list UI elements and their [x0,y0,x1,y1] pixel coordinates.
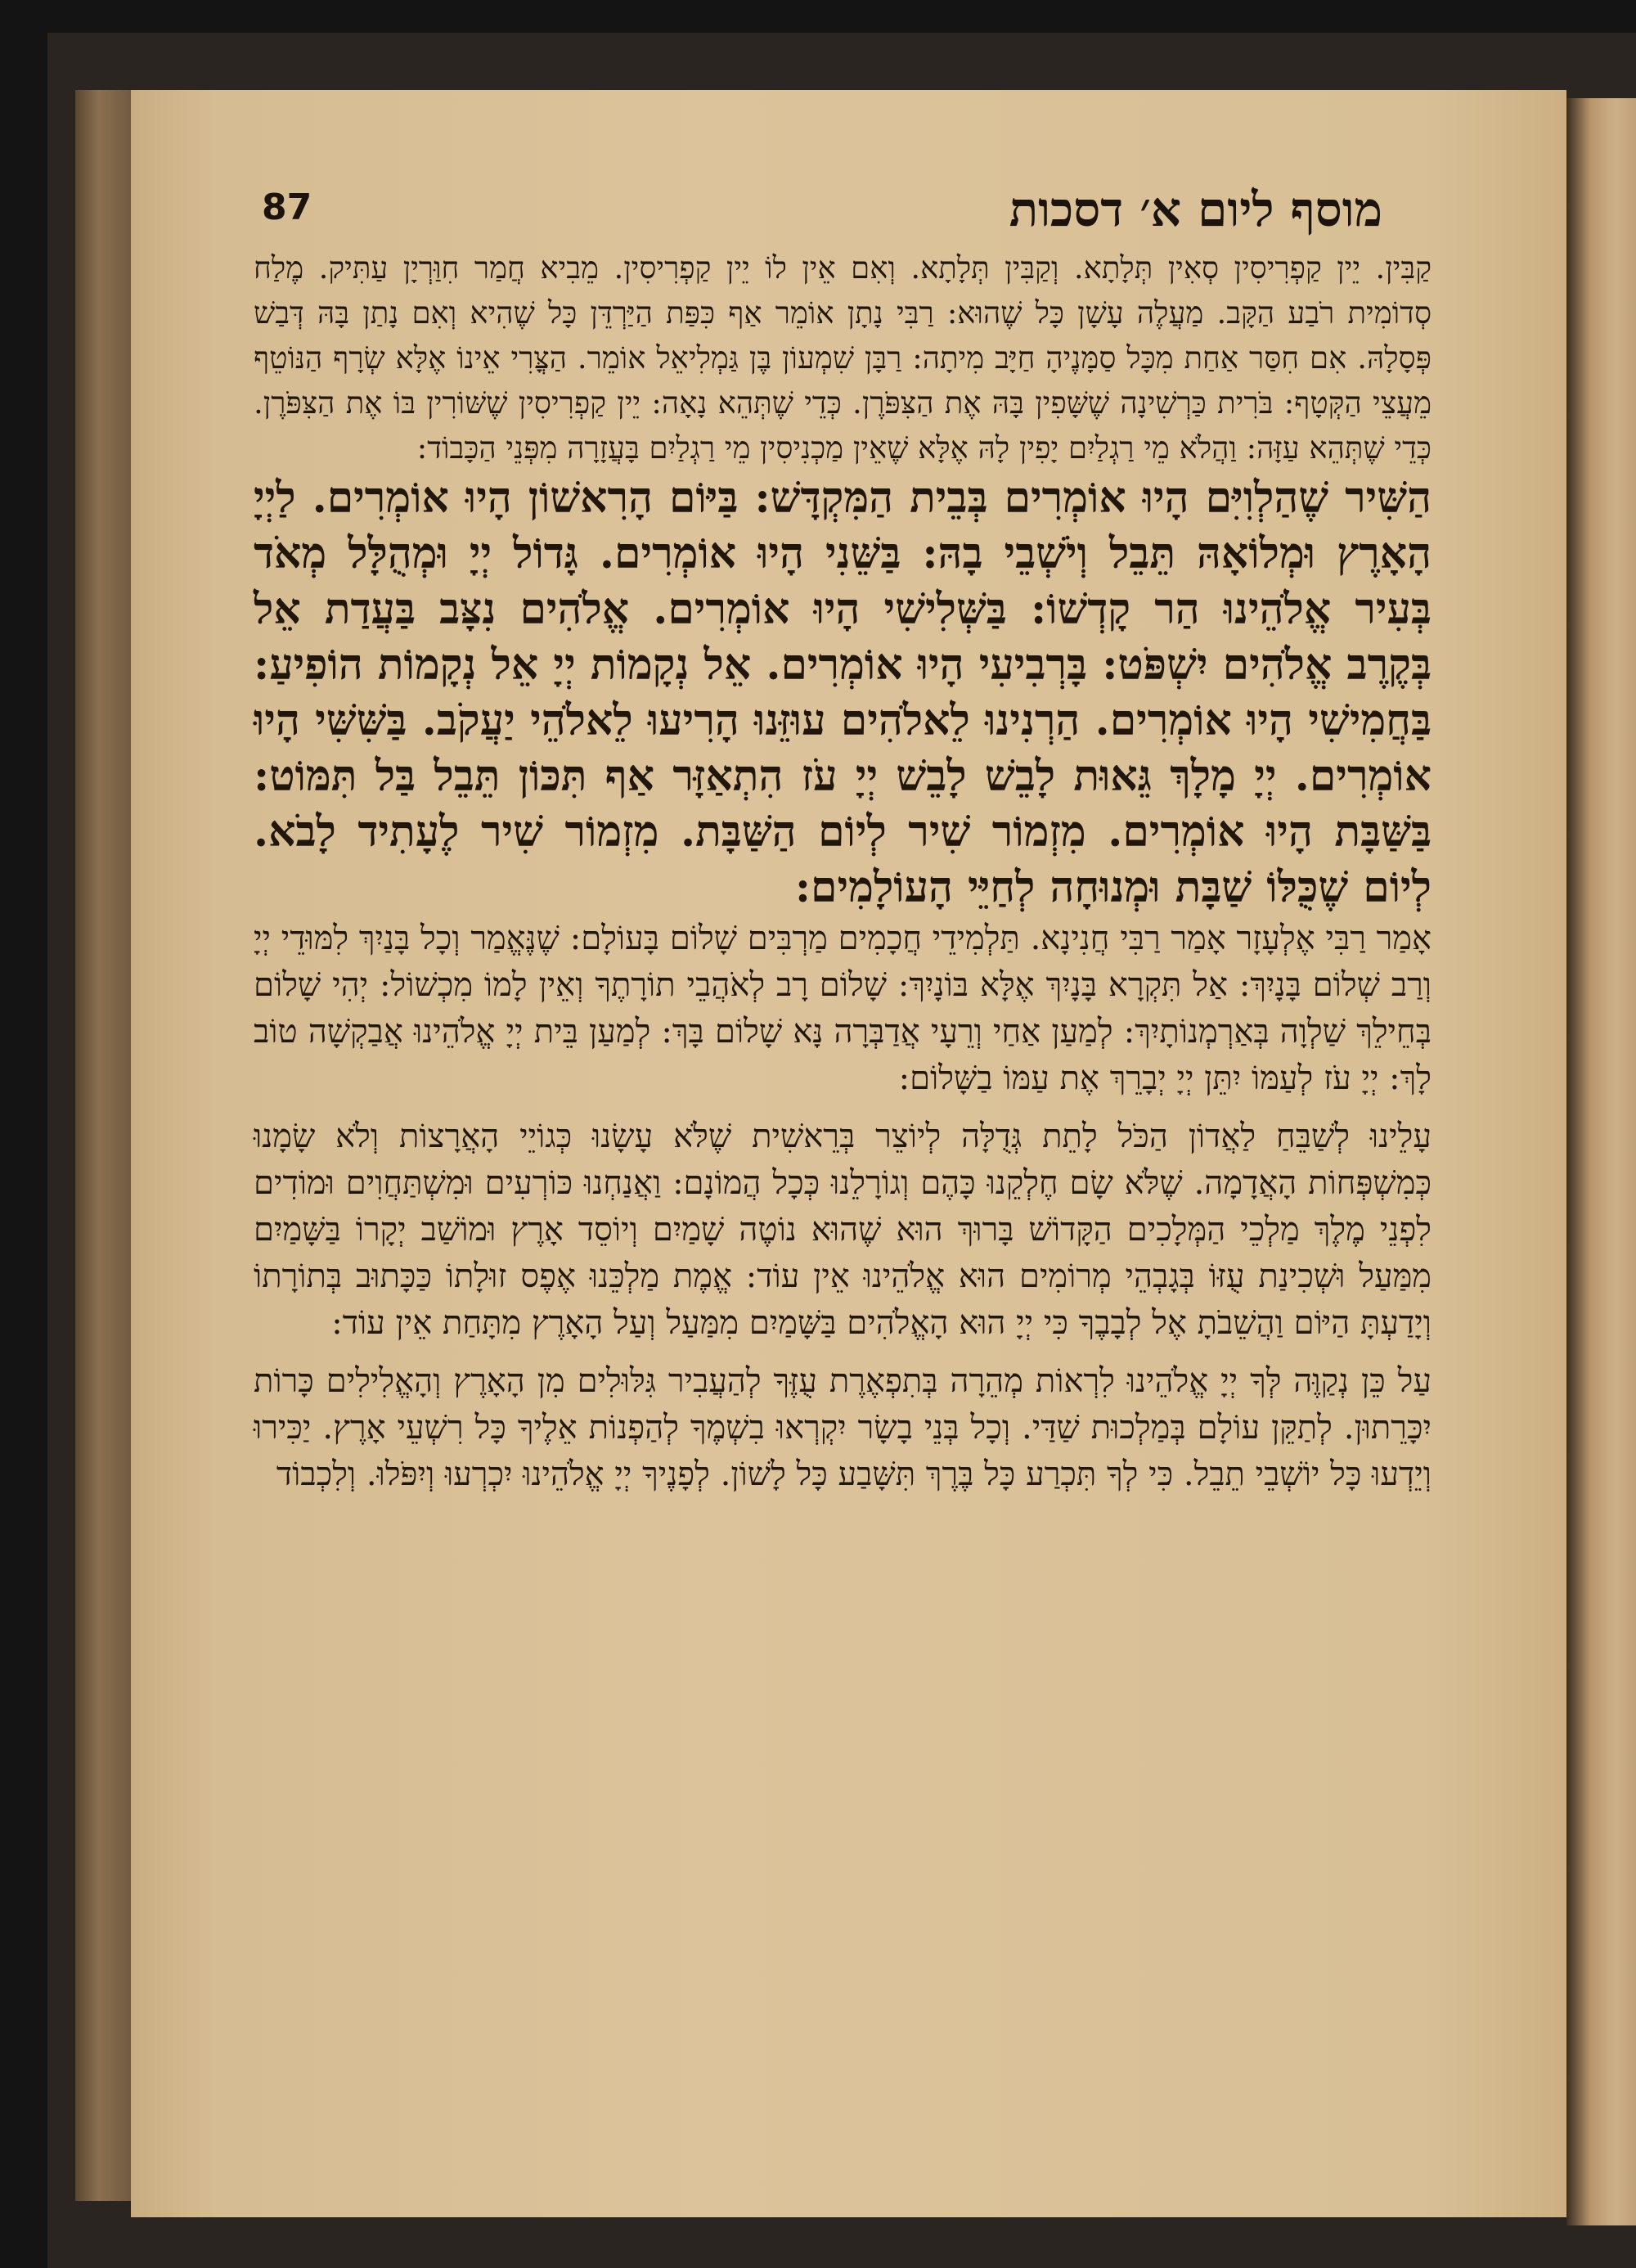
page-header [262,182,1440,247]
facing-page-edge [1566,98,1636,2225]
shir-shel-yom-paragraph: הַשִּׁיר שֶׁהַלְוִיִּם הָיוּ אוֹמְרִים בְּבֵית הַמִּקְדָּשׁ: בַּיּוֹם הָרִאשׁוֹן הָיוּ אוֹמְרִים. לַיְיָ הָאָרֶץ וּמְלוֹאָהּ תֵּבֵל וְיֹשְׁבֵי בָהּ: בַּשֵּׁנִי הָיוּ אוֹמְרִים. גָּדוֹל יְיָ וּמְהֻלָּל מְאֹד בְּעִיר אֱלֹהֵינוּ הַר קָדְשׁוֹ: בַּשְּׁלִישִׁי הָיוּ אוֹמְרִים. אֱלֹהִים נִצָּב בַּעֲדַת אֵל בְּקֶרֶב אֱלֹהִים יִשְׁפֹּט: בָּרְבִיעִי הָיוּ אוֹמְרִים. אֵל נְקָמוֹת יְיָ אֵל נְקָמוֹת הוֹפִיעַ: בַּחֲמִישִׁי הָיוּ אוֹמְרִים. הַרְנִינוּ לֵאלֹהִים עוּזֵּנוּ הָרִיעוּ לֵאלֹהֵי יַעֲקֹב. בַּשִּׁשִּׁי הָיוּ אוֹמְרִים. יְיָ מָלָךְ גֵּאוּת לָבֵשׁ לָבֵשׁ יְיָ עֹז הִתְאַזָּר אַף תִּכּוֹן תֵּבֵל בַּל תִּמּוֹט: בַּשַּׁבָּת הָיוּ אוֹמְרִים. מִזְמוֹר שִׁיר לְיוֹם הַשַּׁבָּת. מִזְמוֹר שִׁיר לֶעָתִיד לָבֹא. לְיוֹם שֶׁכֻּלּוֹ שַׁבָּת וּמְנוּחָה לְחַיֵּי הָעוֹלָמִים: [254,473,1432,912]
running-title: מוסף ליום א׳ דסכות [1009,182,1382,237]
amar-rabbi-elazar-paragraph: אָמַר רַבִּי אֶלְעָזָר אָמַר רַבִּי חֲנִינָא. תַּלְמִידֵי חֲכָמִים מַרְבִּים שָׁלוֹם בָּעוֹלָם: שֶׁנֶּאֱמַר וְכָל בָּנַיִךְ לִמּוּדֵי יְיָ וְרַב שְׁלוֹם בָּנָיִךְ: אַל תִּקְרָא בָּנָיִךְ אֶלָּא בּוֹנָיִךְ: שָׁלוֹם רָב לְאֹהֲבֵי תוֹרָתֶךָ וְאֵין לָמוֹ מִכְשׁוֹל: יְהִי שָׁלוֹם בְּחֵילֵךְ שַׁלְוָה בְּאַרְמְנוֹתָיִךְ: לְמַעַן אַחַי וְרֵעָי אֲדַבְּרָה נָּא שָׁלוֹם בָּךְ: לְמַעַן בֵּית יְיָ אֱלֹהֵינוּ אֲבַקְשָׁה טוֹב לָךְ: יְיָ עֹז לְעַמּוֹ יִתֵּן יְיָ יְבָרֵךְ אֶת עַמּוֹ בַשָּׁלוֹם: [254,920,1432,1097]
aleinu-paragraph: עָלֵינוּ לְשַׁבֵּחַ לַאֲדוֹן הַכֹּל לָתֵת גְּדֻלָּה לְיוֹצֵר בְּרֵאשִׁית שֶׁלֹּא עָשָׂנוּ כְּגוֹיֵי הָאֲרָצוֹת וְלֹא שָׂמָנוּ כְּמִשְׁפְּחוֹת הָאֲדָמָה. שֶׁלֹּא שָׂם חֶלְקֵנוּ כָּהֶם וְגוֹרָלֵנוּ כְּכָל הֲמוֹנָם: וַאֲנַחְנוּ כּוֹרְעִים וּמִשְׁתַּחֲוִים וּמוֹדִים לִפְנֵי מֶלֶךְ מַלְכֵי הַמְּלָכִים הַקָּדוֹשׁ בָּרוּךְ הוּא שֶׁהוּא נוֹטֶה שָׁמַיִם וְיוֹסֵד אָרֶץ וּמוֹשַׁב יְקָרוֹ בַּשָּׁמַיִם מִמַּעַל וּשְׁכִינַת עֻזּוֹ בְּגָבְהֵי מְרוֹמִים הוּא אֱלֹהֵינוּ אֵין עוֹד: אֱמֶת מַלְכֵּנוּ אֶפֶס זוּלָתוֹ כַּכָּתוּב בְּתוֹרָתוֹ וְיָדַעְתָּ הַיּוֹם וַהֲשֵׁבֹתָ אֶל לְבָבֶךָ כִּי יְיָ הוּא הָאֱלֹהִים בַּשָּׁמַיִם מִמַּעַל וְעַל הָאָרֶץ מִתָּחַת אֵין עוֹד: [254,1118,1432,1342]
ketoret-paragraph: קַבִּין. יֵין קַפְרִיסִין סְאִין תְּלָתָא. וְקַבִּין תְּלָתָא. וְאִם אֵין לוֹ יֵין קַפְרִיסִין. מֵבִיא חֲמַר חִוַּרְיָן עַתִּיק. מֶלַח סְדוֹמִית רֹבַע הַקָּב. מַעֲלֶה עָשָׁן כָּל שֶׁהוּא: רַבִּי נָתָן אוֹמֵר אַף כִּפַּת הַיַּרְדֵּן כָּל שֶׁהִיא וְאִם נָתַן בָּהּ דְּבַשׁ פְּסָלָהּ. אִם חִסַּר אַחַת מִכָּל סַמָּנֶיהָ חַיָּב מִיתָה: רַבָּן שִׁמְעוֹן בֶּן גַּמְלִיאֵל אוֹמֵר. הַצֳּרִי אֵינוֹ אֶלָּא שְׂרָף הַנּוֹטֵף מֵעֲצֵי הַקְּטָף: בֹּרִית כַּרְשִׁינָה שֶׁשָּׁפִין בָּהּ אֶת הַצִּפֹּרֶן. כְּדֵי שֶׁתְּהֵא נָאָה: יֵין קַפְרִיסִין שֶׁשּׁוֹרִין בּוֹ אֶת הַצִּפֹּרֶן. כְּדֵי שֶׁתְּהֵא עַזָּה: וַהֲלֹא מֵי רַגְלַיִם יָפִין לָהּ אֶלָּא שֶׁאֵין מַכְנִיסִין מֵי רַגְלַיִם בָּעֲזָרָה מִפְּנֵי הַכָּבוֹד: [254,250,1432,466]
page-body [254,245,1432,1498]
al-ken-paragraph: עַל כֵּן נְקַוֶּה לְּךָ יְיָ אֱלֹהֵינוּ לִרְאוֹת מְהֵרָה בְּתִפְאֶרֶת עֻזֶּךָ לְהַעֲבִיר גִּלּוּלִים מִן הָאָרֶץ וְהָאֱלִילִים כָּרוֹת יִכָּרֵתוּן. לְתַקֵּן עוֹלָם בְּמַלְכוּת שַׁדַּי. וְכָל בְּנֵי בָשָׂר יִקְרְאוּ בִשְׁמֶךָ לְהַפְנוֹת אֵלֶיךָ כָּל רִשְׁעֵי אָרֶץ. יַכִּירוּ וְיֵדְעוּ כָּל יוֹשְׁבֵי תֵבֵל. כִּי לְךָ תִּכְרַע כָּל בֶּרֶךְ תִּשָּׁבַע כָּל לָשׁוֹן. לְפָנֶיךָ יְיָ אֱלֹהֵינוּ יִכְרְעוּ וְיִפֹּלוּ. וְלִכְבוֹד [254,1362,1432,1493]
page-stack-edge [75,90,134,2201]
page-number: 87 [262,187,312,228]
